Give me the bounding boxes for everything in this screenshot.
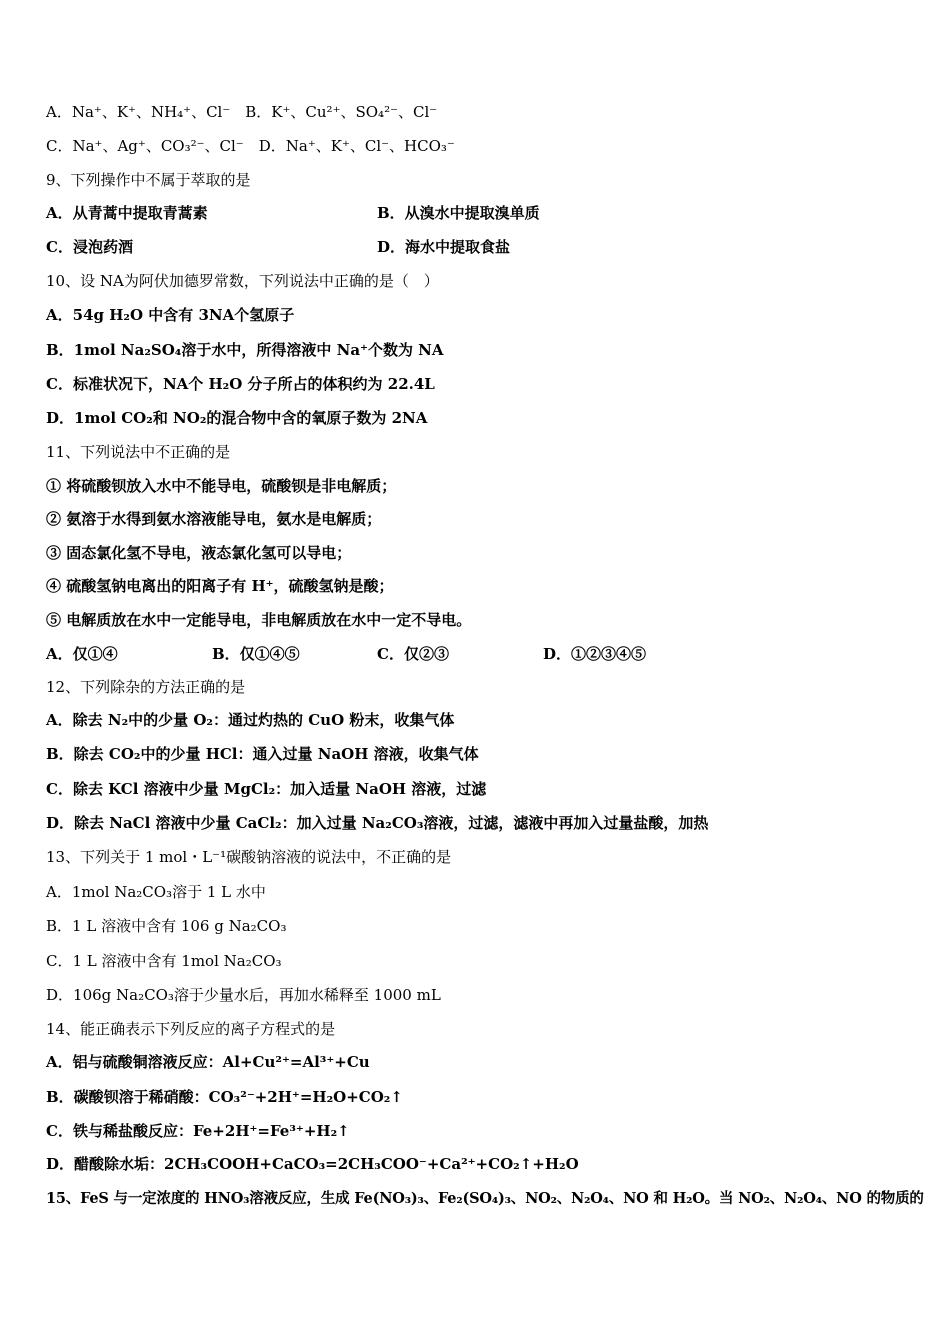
q11-statement-1: ① 将硫酸钡放入水中不能导电，硫酸钡是非电解质；: [46, 477, 397, 495]
question-11: 11、下列说法中不正确的是: [46, 443, 231, 461]
q13-option-c: C．1 L 溶液中含有 1mol Na₂CO₃: [46, 952, 282, 970]
question-9: 9、下列操作中不属于萃取的是: [46, 171, 251, 189]
question-10: 10、设 NA为阿伏加德罗常数，下列说法中正确的是（ ）: [46, 272, 439, 290]
q10-option-a: A．54g H₂O 中含有 3NA个氢原子: [46, 306, 295, 324]
q14-option-c: C．铁与稀盐酸反应：Fe+2H⁺=Fe³⁺+H₂↑: [46, 1122, 350, 1140]
option-line-cd: C．Na⁺、Ag⁺、CO₃²⁻、Cl⁻ D．Na⁺、K⁺、Cl⁻、HCO₃⁻: [46, 137, 455, 155]
option-line-ab: A．Na⁺、K⁺、NH₄⁺、Cl⁻ B．K⁺、Cu²⁺、SO₄²⁻、Cl⁻: [46, 103, 438, 121]
q9-option-a: A．从青蒿中提取青蒿素: [46, 204, 208, 222]
q9-option-c: C．浸泡药酒: [46, 238, 133, 256]
question-13: 13、下列关于 1 mol・L⁻¹碳酸钠溶液的说法中，不正确的是: [46, 848, 452, 866]
q13-option-b: B．1 L 溶液中含有 106 g Na₂CO₃: [46, 917, 287, 935]
q10-option-c: C．标准状况下，NA个 H₂O 分子所占的体积约为 22.4L: [46, 375, 435, 393]
q13-option-a: A．1mol Na₂CO₃溶于 1 L 水中: [46, 883, 266, 901]
q11-option-c: C．仅②③: [377, 645, 449, 663]
q11-statement-5: ⑤ 电解质放在水中一定能导电，非电解质放在水中一定不导电。: [46, 611, 472, 629]
q9-option-d: D．海水中提取食盐: [377, 238, 511, 256]
q12-option-a: A．除去 N₂中的少量 O₂：通过灼热的 CuO 粉末，收集气体: [46, 711, 455, 729]
q13-option-d: D．106g Na₂CO₃溶于少量水后，再加水稀释至 1000 mL: [46, 986, 441, 1004]
q12-option-d: D．除去 NaCl 溶液中少量 CaCl₂：加入过量 Na₂CO₃溶液，过滤，滤液中再加入过量盐酸，加热: [46, 814, 709, 832]
q14-option-d: D．醋酸除水垢：2CH₃COOH+CaCO₃=2CH₃COO⁻+Ca²⁺+CO₂↑+H₂O: [46, 1155, 579, 1173]
q10-option-d: D．1mol CO₂和 NO₂的混合物中含的氧原子数为 2NA: [46, 409, 428, 427]
q11-option-b: B．仅①④⑤: [212, 645, 300, 663]
q11-statement-3: ③ 固态氯化氢不导电，液态氯化氢可以导电；: [46, 544, 352, 562]
q11-statement-4: ④ 硫酸氢钠电离出的阳离子有 H⁺，硫酸氢钠是酸；: [46, 577, 394, 595]
question-12: 12、下列除杂的方法正确的是: [46, 678, 246, 696]
q11-option-d: D．①②③④⑤: [543, 645, 647, 663]
q11-option-a: A．仅①④: [46, 645, 118, 663]
q14-option-a: A．铝与硫酸铜溶液反应：Al+Cu²⁺=Al³⁺+Cu: [46, 1053, 370, 1071]
q12-option-b: B．除去 CO₂中的少量 HCl：通入过量 NaOH 溶液，收集气体: [46, 745, 479, 763]
q11-statement-2: ② 氨溶于水得到氨水溶液能导电，氨水是电解质；: [46, 510, 382, 528]
q9-option-b: B．从溴水中提取溴单质: [377, 204, 540, 222]
q10-option-b: B．1mol Na₂SO₄溶于水中，所得溶液中 Na⁺个数为 NA: [46, 341, 444, 359]
q12-option-c: C．除去 KCl 溶液中少量 MgCl₂：加入适量 NaOH 溶液，过滤: [46, 780, 487, 798]
question-14: 14、能正确表示下列反应的离子方程式的是: [46, 1020, 336, 1038]
question-15: 15、FeS 与一定浓度的 HNO₃溶液反应，生成 Fe(NO₃)₃、Fe₂(SO₄)₃、NO₂、N₂O₄、NO 和 H₂O。当 NO₂、N₂O₄、NO 的物质的: [46, 1190, 924, 1207]
q14-option-b: B．碳酸钡溶于稀硝酸：CO₃²⁻+2H⁺=H₂O+CO₂↑: [46, 1088, 403, 1106]
